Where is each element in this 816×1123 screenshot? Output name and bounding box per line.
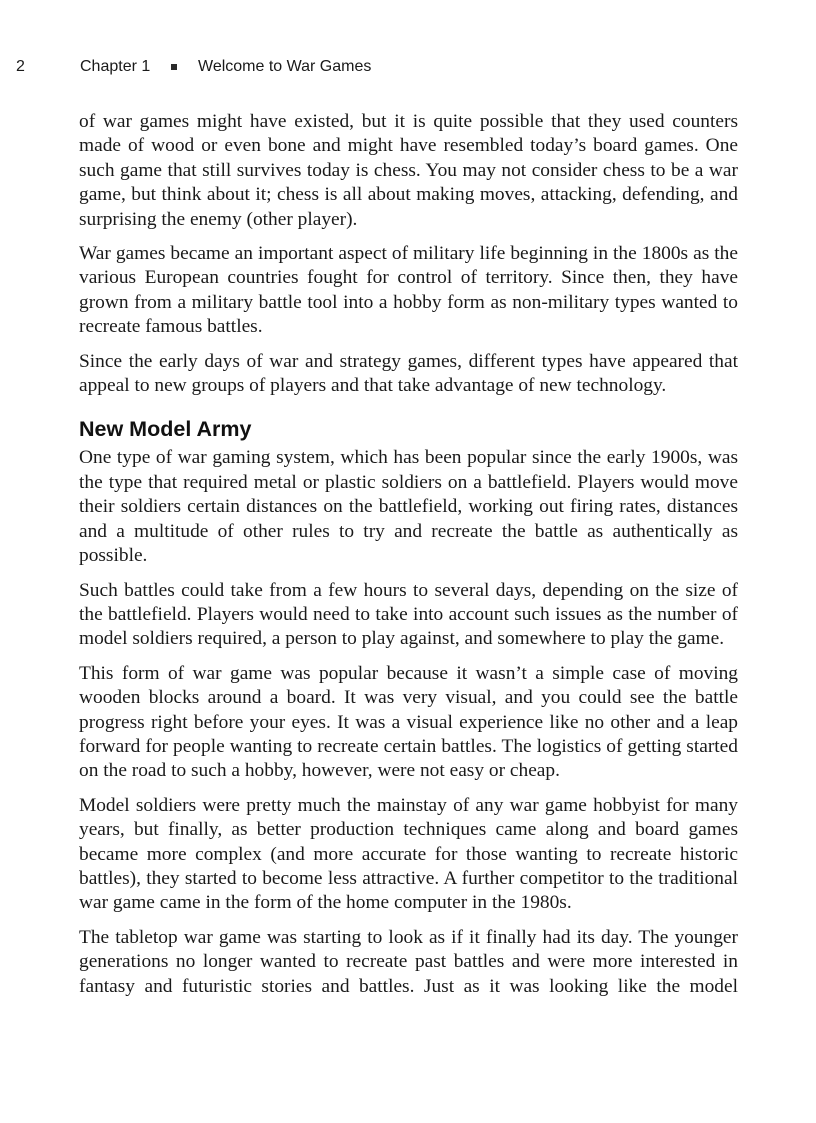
paragraph: One type of war gaming system, which has been popular since the early 1900s, was the type that required metal or plastic soldiers on a battlefield. Players would move their soldiers certain distances on the battlefield, working out firing rates, distances and a multitude of other rules to try and recreate the battle as authentically as possible. xyxy=(79,447,738,567)
paragraph: This form of war game was popular because it wasn’t a simple case of moving wooden blocks around a board. It was very visual, and you could see the battle progress right before your eyes. It was a visual experience like no other and a leap forward for people wanting to recreate certain battles. The logistics of getting started on the road to such a hobby, however, were not easy or cheap. xyxy=(79,662,738,782)
page-body xyxy=(79,110,738,1009)
section-heading: New Model Army xyxy=(79,417,252,442)
chapter-label: Chapter 1 xyxy=(80,58,151,75)
header-separator-icon xyxy=(171,64,177,70)
paragraph: Such battles could take from a few hours to several days, depending on the size of the battlefield. Players would need to take into account such issues as the number of model soldiers required, a person to play against, and somewhere to play the game. xyxy=(79,579,738,650)
running-head xyxy=(0,56,816,78)
page-number: 2 xyxy=(16,58,25,75)
chapter-title: Welcome to War Games xyxy=(198,58,372,75)
paragraph: Model soldiers were pretty much the mainstay of any war game hobbyist for many years, but finally, as better production techniques came along and board games became more complex (and more accurate for those wanting to recreate historic battles), they started to become less attractive. A further competitor to the traditional war game came in the form of the home computer in the 1980s. xyxy=(79,794,738,914)
paragraph: The tabletop war game was starting to look as if it finally had its day. The younger generations no longer wanted to recreate past battles and were more interested in fantasy and futuristic stories and battles. Just as it was looking like the model xyxy=(79,926,738,997)
paragraph: of war games might have existed, but it is quite possible that they used counters made of wood or even bone and might have resembled today’s board games. One such game that still survives today is chess. You may not consider chess to be a war game, but think about it; chess is all about making moves, attacking, defending, and surprising the enemy (other player). xyxy=(79,111,738,230)
paragraph: War games became an important aspect of military life beginning in the 1800s as the various European countries fought for control of territory. Since then, they have grown from a military battle tool into a hobby form as non-military types wanted to recreate famous battles. xyxy=(79,243,738,338)
paragraph: Since the early days of war and strategy games, different types have appeared that appeal to new groups of players and that take advantage of new technology. xyxy=(79,350,738,397)
